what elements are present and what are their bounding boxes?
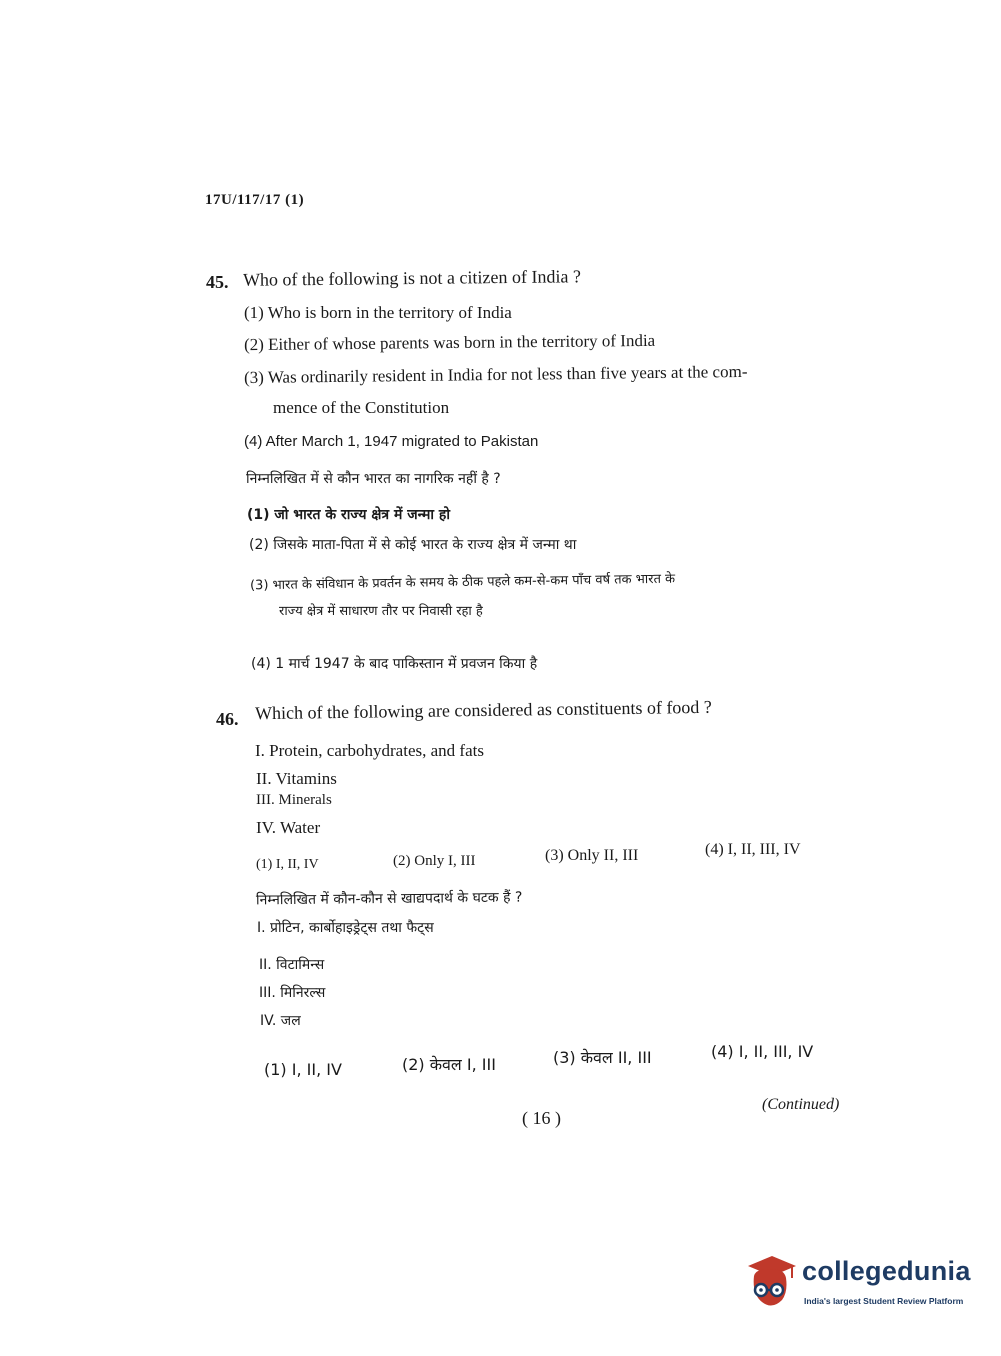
collegedunia-logo: [742, 1252, 972, 1322]
q46-choice-1-hi: (1) I, II, IV: [264, 1060, 342, 1079]
q45-option-1-hi: (1) जो भारत के राज्य क्षेत्र में जन्मा हो: [247, 507, 450, 523]
q46-choice-2-hi: (2) केवल I, III: [402, 1055, 496, 1074]
q45-option-4-en: (4) After March 1, 1947 migrated to Pakistan: [244, 433, 539, 450]
q45-option-3-en-cont: mence of the Constitution: [273, 398, 450, 417]
q46-choice-3-en: (3) Only II, III: [545, 847, 639, 864]
q46-item-2-en: II. Vitamins: [256, 769, 337, 788]
q46-choice-1-en: (1) I, II, IV: [256, 857, 319, 872]
q45-option-3-en: (3) Was ordinarily resident in India for not less than five years at the com-: [243, 361, 748, 388]
continued-label: (Continued): [762, 1096, 840, 1113]
q45-option-3-hi-cont: राज्य क्षेत्र में साधारण तौर पर निवासी रहा है: [279, 604, 483, 619]
q45-option-1-en: (1) Who is born in the territory of India: [244, 303, 512, 322]
q45-option-3-hi: (3) भारत के संविधान के प्रवर्तन के समय के ठीक पहले कम-से-कम पाँच वर्ष तक भारत के: [249, 571, 676, 594]
question-45-text-hi: निम्नलिखित में से कौन भारत का नागरिक नहीं है ?: [246, 471, 501, 487]
q46-item-3-hi: III. मिनिरल्स: [259, 985, 326, 1001]
question-46-number: 46.: [216, 709, 239, 729]
question-46-text-hi: निम्नलिखित में कौन-कौन से खाद्यपदार्थ के घटक हैं ?: [255, 889, 523, 909]
q45-option-4-hi: (4) 1 मार्च 1947 के बाद पाकिस्तान में प्रवजन किया है: [251, 656, 538, 672]
question-45-number: 45.: [206, 272, 229, 292]
q46-choice-2-en: (2) Only I, III: [393, 853, 476, 869]
q46-choice-3-hi: (3) केवल II, III: [553, 1048, 652, 1067]
student-mascot-icon: [742, 1252, 800, 1316]
q46-item-1-hi: I. प्रोटिन, कार्बोहाइड्रेट्स तथा फैट्स: [257, 920, 434, 936]
page-number: ( 16 ): [522, 1108, 561, 1128]
paper-code: 17U/117/17 (1): [205, 192, 305, 208]
q46-item-3-en: III. Minerals: [256, 792, 332, 808]
logo-tagline: India's largest Student Review Platform: [804, 1296, 964, 1306]
q46-choice-4-hi: (4) I, II, III, IV: [711, 1042, 814, 1061]
logo-wordmark: collegedunia: [802, 1256, 971, 1286]
q45-option-2-en: (2) Either of whose parents was born in the territory of India: [243, 330, 656, 355]
q46-item-4-hi: IV. जल: [260, 1013, 301, 1029]
q46-item-2-hi: II. विटामिन्स: [259, 957, 325, 973]
q46-item-4-en: IV. Water: [256, 818, 321, 837]
question-46-text-en: Which of the following are considered as constituents of food ?: [254, 696, 712, 724]
q46-choice-4-en: (4) I, II, III, IV: [705, 841, 801, 858]
q45-option-2-hi: (2) जिसके माता-पिता में से कोई भारत के राज्य क्षेत्र में जन्मा था: [249, 537, 577, 553]
question-45-text-en: Who of the following is not a citizen of India ?: [242, 266, 581, 290]
q46-item-1-en: I. Protein, carbohydrates, and fats: [255, 741, 484, 760]
